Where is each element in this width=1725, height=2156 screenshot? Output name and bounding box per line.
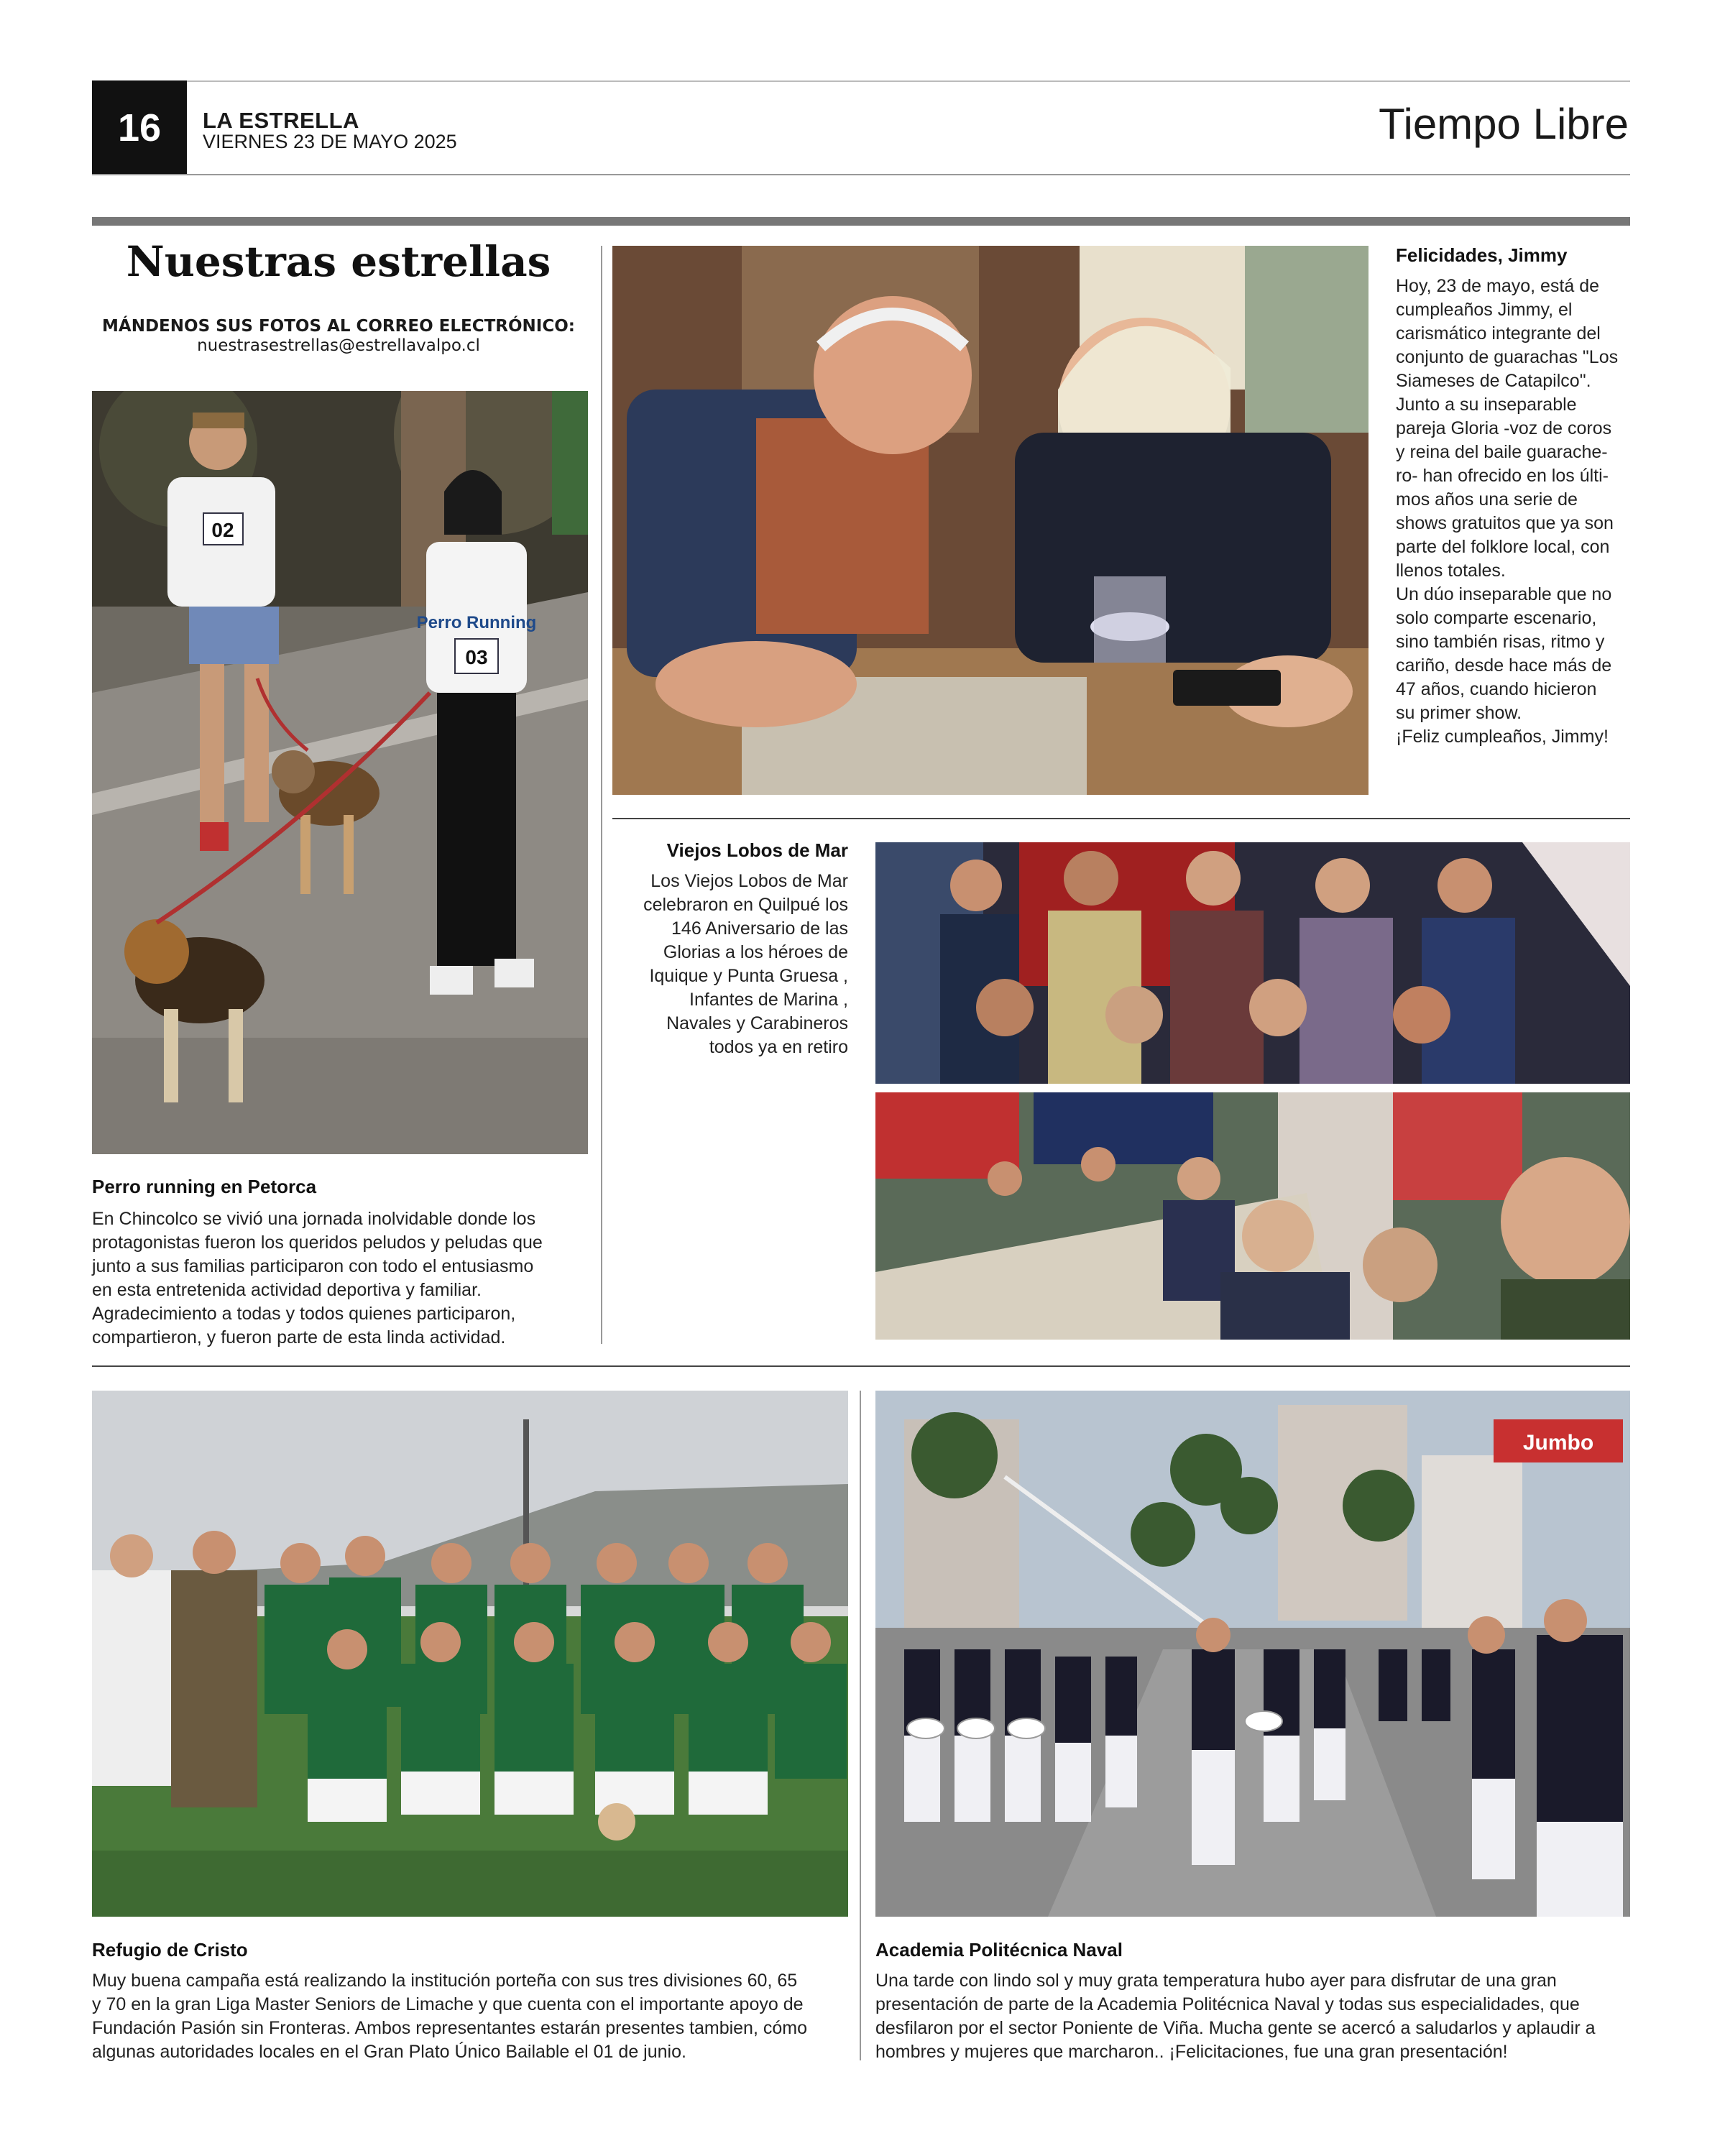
publication-date: VIERNES 23 DE MAYO 2025 [203, 131, 457, 152]
jimmy-body: Hoy, 23 de mayo, está de cumpleaños Jimmy, el carismático integrante del conjunto de guarachas "Los Siameses de Catapilco". Junto a su inseparable pareja Gloria -voz de coros y reina del baile guarache- ro- han ofrecido en los últi- mos años una serie de shows gratuitos que ya son parte del folklore local, con llenos totales. Un dúo inseparable que no solo comparte escenario, sino también risas, ritmo y cariño, desde hace más de 47 años, cuando hicieron su primer show. ¡Feliz cumpleaños, Jimmy! [1396, 276, 1619, 747]
bib-number-2: 03 [465, 646, 488, 668]
academia-naval-photo [875, 1391, 1630, 1917]
section-title: Tiempo Libre [1379, 100, 1629, 148]
jimmy-title: Felicidades, Jimmy [1396, 244, 1568, 266]
academia-body: Una tarde con lindo sol y muy grata temperatura hubo ayer para disfrutar de una gran presentación de parte de la Academia Politécnica Naval y todas sus especialidades, que desfilaron por el sector Poniente de Viña. Mucha gente se acercó a saludarlos y aplaudir a hombres y mujeres que marcharon.. ¡Felicitaciones, fue una gran presentación! [875, 1971, 1596, 2062]
page-number: 16 [92, 80, 187, 175]
shirt-logo-text: Perro Running [416, 613, 537, 632]
publication-name: LA ESTRELLA [203, 108, 359, 133]
refugio-team-photo [92, 1391, 848, 1917]
bib-number-1: 02 [211, 519, 234, 541]
submission-email: nuestrasestrellas@estrellavalpo.cl [197, 336, 480, 355]
lobos-group-photo [875, 842, 1630, 1084]
perro-running-title: Perro running en Petorca [92, 1176, 317, 1197]
header-bottom-rule [92, 174, 1630, 175]
academia-title: Academia Politécnica Naval [875, 1939, 1123, 1961]
jumbo-sign: Jumbo [1522, 1431, 1594, 1455]
lobos-title: Viejos Lobos de Mar [666, 839, 848, 861]
bottom-column-divider [860, 1391, 861, 2060]
refugio-title: Refugio de Cristo [92, 1939, 248, 1961]
column-title: Nuestras estrellas [126, 237, 551, 286]
lobos-table-photo [875, 1092, 1630, 1340]
refugio-body: Muy buena campaña está realizando la institución porteña con sus tres divisiones 60, 65 y 70 en la gran Liga Master Seniors de Limache y que cuenta con el importante apoyo de Fundación Pasión sin Fronteras. Ambos representantes estarán presentes tambien, cómo algunas autoridades locales en el Gran Plato Único Bailable el 01 de junio. [92, 1971, 807, 2062]
submission-label: MÁNDENOS SUS FOTOS AL CORREO ELECTRÓNICO: [102, 317, 575, 336]
lobos-body: Los Viejos Lobos de Mar celebraron en Quilpué los 146 Aniversario de las Glorias a los héroes de Iquique y Punta Gruesa , Infantes de Marina , Navales y Carabineros todos ya en retiro [643, 871, 848, 1057]
header-top-rule [92, 80, 1630, 82]
jimmy-gloria-photo [612, 246, 1368, 795]
perro-running-body: En Chincolco se vivió una jornada inolvidable donde los protagonistas fueron los queridos peludos y peludas que junto a sus familias participaron con todo el entusiasmo en esta entretenida actividad deportiva y familiar. Agradecimiento a todas y todos quienes participaron, compartieron, y fueron parte de esta linda actividad. [92, 1209, 543, 1348]
section-divider [92, 217, 1630, 226]
row-divider-right [612, 818, 1630, 819]
row-divider-bottom [92, 1365, 1630, 1367]
column-divider [601, 246, 602, 1344]
perro-running-photo [92, 391, 588, 1154]
